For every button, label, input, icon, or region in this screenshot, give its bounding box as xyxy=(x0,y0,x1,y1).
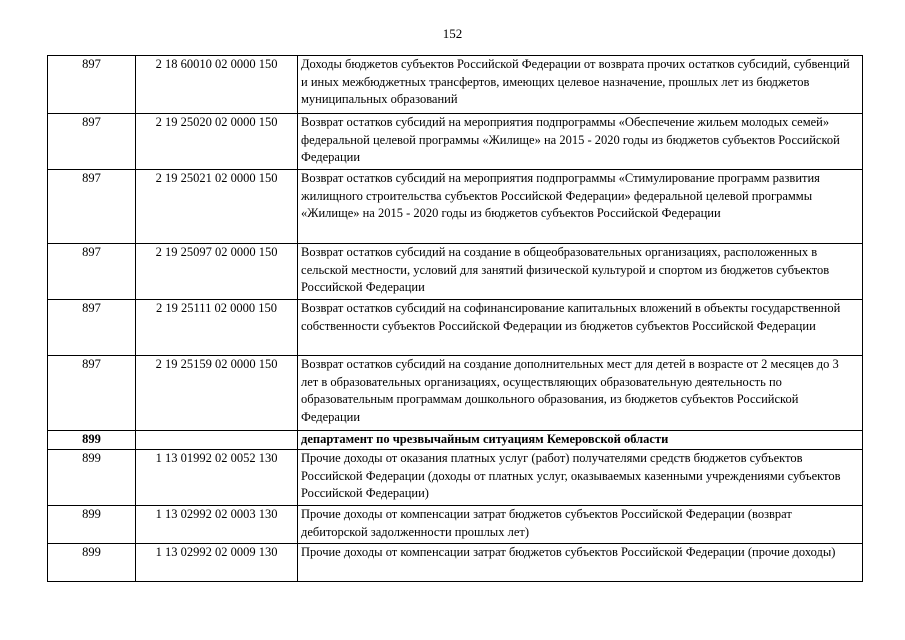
table-row xyxy=(48,56,863,114)
budget-code-cell: 2 19 25097 02 0000 150 xyxy=(136,244,298,300)
budget-code-cell: 2 18 60010 02 0000 150 xyxy=(136,56,298,114)
budget-code-cell: 1 13 02992 02 0009 130 xyxy=(136,544,298,582)
budget-code-cell xyxy=(136,431,298,450)
revenue-name-cell: Возврат остатков субсидий на мероприятия подпрограммы «Обеспечение жильем молодых семей» федеральной целевой программы «Жилище» на 2015 - 2020 годы из бюджетов субъектов Российской Федерации xyxy=(298,114,863,170)
budget-code-cell: 2 19 25111 02 0000 150 xyxy=(136,300,298,356)
admin-code-cell: 897 xyxy=(48,356,136,431)
revenue-name-cell: Доходы бюджетов субъектов Российской Федерации от возврата прочих остатков субсидий, субвенций и иных межбюджетных трансфертов, имеющих целевое назначение, прошлых лет из бюджетов муниципальных образований xyxy=(298,56,863,114)
table-row xyxy=(48,450,863,506)
revenue-name-cell: Прочие доходы от оказания платных услуг (работ) получателями средств бюджетов субъектов Российской Федерации (доходы от платных услуг, оказываемых казенными учреждениями субъектов Российской Федерации) xyxy=(298,450,863,506)
page-number: 152 xyxy=(442,26,463,41)
table-row xyxy=(48,170,863,244)
admin-code-cell: 897 xyxy=(48,170,136,244)
section-header-row xyxy=(48,431,863,450)
budget-code-cell: 1 13 01992 02 0052 130 xyxy=(136,450,298,506)
admin-code-cell: 899 xyxy=(48,544,136,582)
admin-code-cell: 899 xyxy=(48,450,136,506)
admin-code-cell: 899 xyxy=(48,431,136,450)
revenue-name-cell: Возврат остатков субсидий на мероприятия подпрограммы «Стимулирование программ развития жилищного строительства субъектов Российской Федерации» федеральной целевой программы «Жилище» на 2015 - 2020 годы из бюджетов субъектов Российской Федерации xyxy=(298,170,863,244)
table-row xyxy=(48,300,863,356)
department-name-cell: департамент по чрезвычайным ситуациям Кемеровской области xyxy=(298,431,863,450)
admin-code-cell: 897 xyxy=(48,244,136,300)
admin-code-cell: 899 xyxy=(48,506,136,544)
budget-code-cell: 1 13 02992 02 0003 130 xyxy=(136,506,298,544)
admin-code-cell: 897 xyxy=(48,56,136,114)
budget-revenue-table xyxy=(47,55,863,582)
table-row xyxy=(48,544,863,582)
revenue-name-cell: Возврат остатков субсидий на создание дополнительных мест для детей в возрасте от 2 месяцев до 3 лет в образовательных организациях, осуществляющих образовательную деятельность по образовательным программам дошкольного образования, из бюджетов субъектов Российской Федерации xyxy=(298,356,863,431)
revenue-name-cell: Возврат остатков субсидий на создание в общеобразовательных организациях, расположенных в сельской местности, условий для занятий физической культурой и спортом из бюджетов субъектов Российской Федерации xyxy=(298,244,863,300)
admin-code-cell: 897 xyxy=(48,300,136,356)
budget-code-cell: 2 19 25020 02 0000 150 xyxy=(136,114,298,170)
table-row xyxy=(48,244,863,300)
table-row xyxy=(48,114,863,170)
admin-code-cell: 897 xyxy=(48,114,136,170)
budget-code-cell: 2 19 25021 02 0000 150 xyxy=(136,170,298,244)
budget-code-cell: 2 19 25159 02 0000 150 xyxy=(136,356,298,431)
table-row xyxy=(48,506,863,544)
table-row xyxy=(48,356,863,431)
revenue-name-cell: Прочие доходы от компенсации затрат бюджетов субъектов Российской Федерации (прочие доходы) xyxy=(298,544,863,582)
revenue-name-cell: Прочие доходы от компенсации затрат бюджетов субъектов Российской Федерации (возврат дебиторской задолженности прошлых лет) xyxy=(298,506,863,544)
revenue-name-cell: Возврат остатков субсидий на софинансирование капитальных вложений в объекты государственной собственности субъектов Российской Федерации из бюджетов субъектов Российской Федерации xyxy=(298,300,863,356)
